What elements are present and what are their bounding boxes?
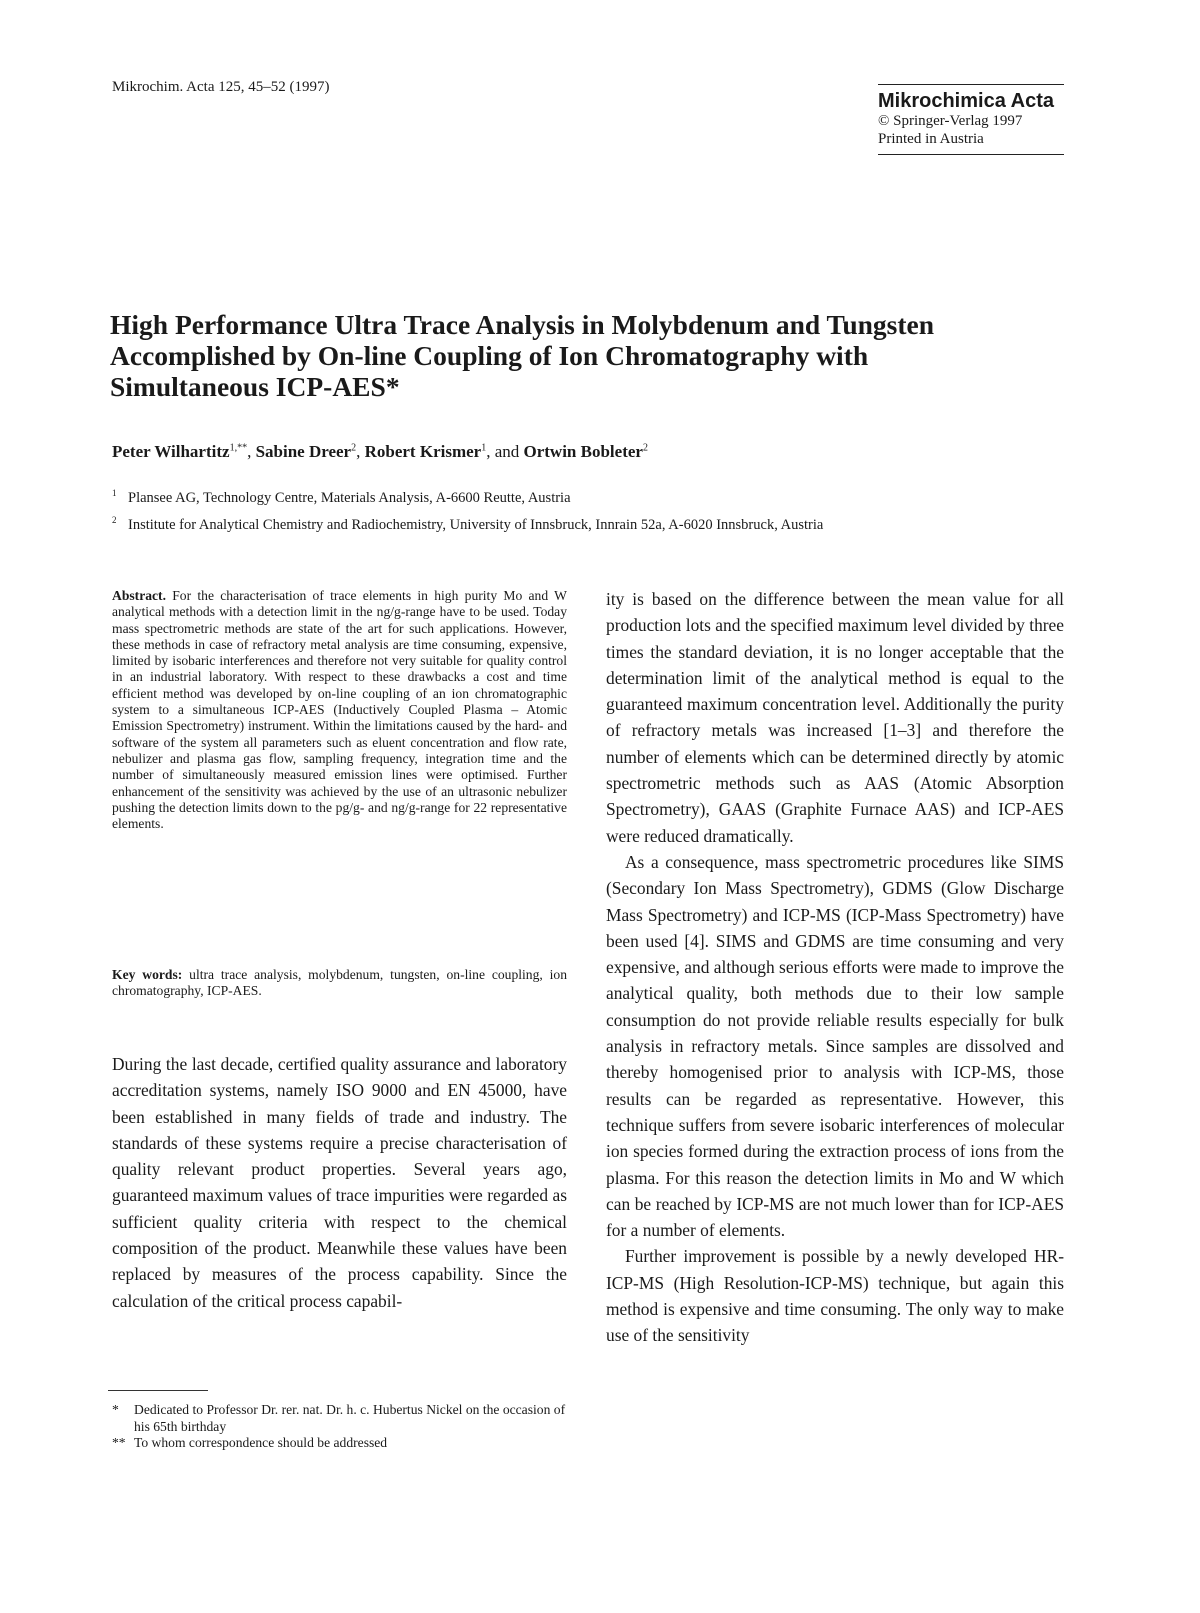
top-rule — [878, 84, 1064, 85]
affiliation-line: 2 Institute for Analytical Chemistry and Radiochemistry, University of Innsbruck, Innrain 52a, A-6020 Innsbruck, Austria — [112, 514, 824, 533]
journal-citation: Mikrochim. Acta 125, 45–52 (1997) — [112, 79, 330, 95]
author-list: Peter Wilhartitz$^{1,**}$, Sabine Dreer$^2$, Robert Krismer$^1$, and Ortwin Bobleter$^2$ — [112, 442, 648, 461]
author-affiliation-mark: 1,** — [229, 442, 248, 454]
body-text-right-column — [606, 586, 1064, 1349]
abstract-text: For the characterisation of trace elements in high purity Mo and W analytical methods with a detection limit in the ng/g-range have to be used. Today mass spectrometric methods are state of the art for such applications. However, these methods in case of refractory metal analysis are time consuming, expensive, limited by isobaric interferences and therefore not very suitable for quality control in an industrial laboratory. With respect to these drawbacks a cost and time efficient method was developed by on-line coupling of an ion chromatographic system to a simultaneous ICP-AES (Inductively Coupled Plasma – Atomic Emission Spectrometry) instrument. Within the limitations caused by the hard- and software of the system all parameters such as eluent concentration and flow rate, nebulizer and plasma gas flow, sampling frequency, integration time and the number of simultaneously measured emission lines were optimised. Further enhancement of the sensitivity was achieved by the use of an ultrasonic nebulizer pushing the detection limits down to the pg/g- and ng/g-range for 22 representative elements. — [112, 588, 567, 832]
article-title: High Performance Ultra Trace Analysis in Molybdenum and Tungsten Accomplished by On-line Coupling of Ion Chromatography with Simultaneous ICP-AES* — [110, 309, 935, 402]
keywords-text: ultra trace analysis, molybdenum, tungsten, on-line coupling, ion chromatography, ICP-AES. — [112, 967, 568, 999]
copyright-line: © Springer-Verlag 1997 — [878, 113, 1023, 129]
author-name: Sabine Dreer — [255, 442, 352, 461]
footnote: * Dedicated to Professor Dr. rer. nat. Dr. h. c. Hubertus Nickel on the occasion of his 65th birthday — [112, 1402, 566, 1434]
paragraph: ity is based on the difference between the mean value for all production lots and the specified maximum level divided by three times the standard deviation, it is no longer acceptable that the determination limit of the analytical method is equal to the guaranteed maximum concentration level. Additionally the purity of refractory metals was increased [1–3] and therefore the number of elements which can be determined directly by atomic spectrometric methods such as AAS (Atomic Absorption Spectrometry), GAAS (Graphite Furnace AAS) and ICP-AES were reduced dramatically. — [606, 589, 1064, 846]
author-affiliation-mark: 2 — [351, 442, 357, 454]
footnotes — [112, 1402, 570, 1452]
author-conjunction: and — [494, 442, 520, 461]
bottom-rule — [878, 154, 1064, 155]
affiliation-line: 1 Plansee AG, Technology Centre, Materials Analysis, A-6600 Reutte, Austria — [112, 488, 571, 506]
abstract — [112, 588, 567, 832]
body-text-left-column: During the last decade, certified quality assurance and laboratory accreditation systems, namely ISO 9000 and EN 45000, have been established in many fields of trade and industry. The standards of these systems require a precise characterisation of quality relevant product properties. Several years ago, guaranteed maximum values of trace impurities were regarded as sufficient quality criteria with respect to the chemical composition of the product. Meanwhile these values have been replaced by measures of the process capability. Since the calculation of the critical process capabil- — [112, 1054, 567, 1311]
author-affiliation-mark: 1 — [481, 442, 487, 454]
printed-line: Printed in Austria — [878, 131, 984, 147]
keywords — [112, 967, 567, 1000]
author-name: Ortwin Bobleter — [523, 442, 643, 461]
abstract-label: Abstract. — [112, 588, 166, 603]
affiliations — [112, 483, 823, 536]
footnote: ** To whom correspondence should be addressed — [112, 1435, 388, 1450]
journal-info-box — [878, 84, 1064, 155]
author-affiliation-mark: 2 — [642, 442, 648, 454]
paragraph: As a consequence, mass spectrometric procedures like SIMS (Secondary Ion Mass Spectrometry), GDMS (Glow Discharge Mass Spectrometry) and ICP-MS (ICP-Mass Spectrometry) have been used [4]. SIMS and GDMS are time consuming and very expensive, and although serious efforts were made to improve the analytical quality, both methods due to their low sample consumption do not provide reliable results especially for bulk analysis in refractory metals. Since samples are dissolved and thereby homogenised prior to analysis with ICP-MS, those results can be regarded as representative. However, this technique suffers from severe isobaric interferences of molecular ion species formed during the extraction process of ions from the plasma. For this reason the detection limits in Mo and W which can be reached by ICP-MS are not much lower than for ICP-AES for a number of elements. — [606, 851, 1064, 1241]
author-name: Peter Wilhartitz — [112, 442, 230, 461]
author-name: Robert Krismer — [364, 442, 482, 461]
keywords-label: Key words: — [112, 967, 183, 982]
paragraph: Further improvement is possible by a newly developed HR-ICP-MS (High Resolution-ICP-MS) technique, but again this method is expensive and time consuming. The only way to make use of the sensitivity — [606, 1246, 1064, 1346]
journal-name: Mikrochimica Acta — [878, 90, 1054, 112]
footnote-rule — [108, 1390, 208, 1391]
